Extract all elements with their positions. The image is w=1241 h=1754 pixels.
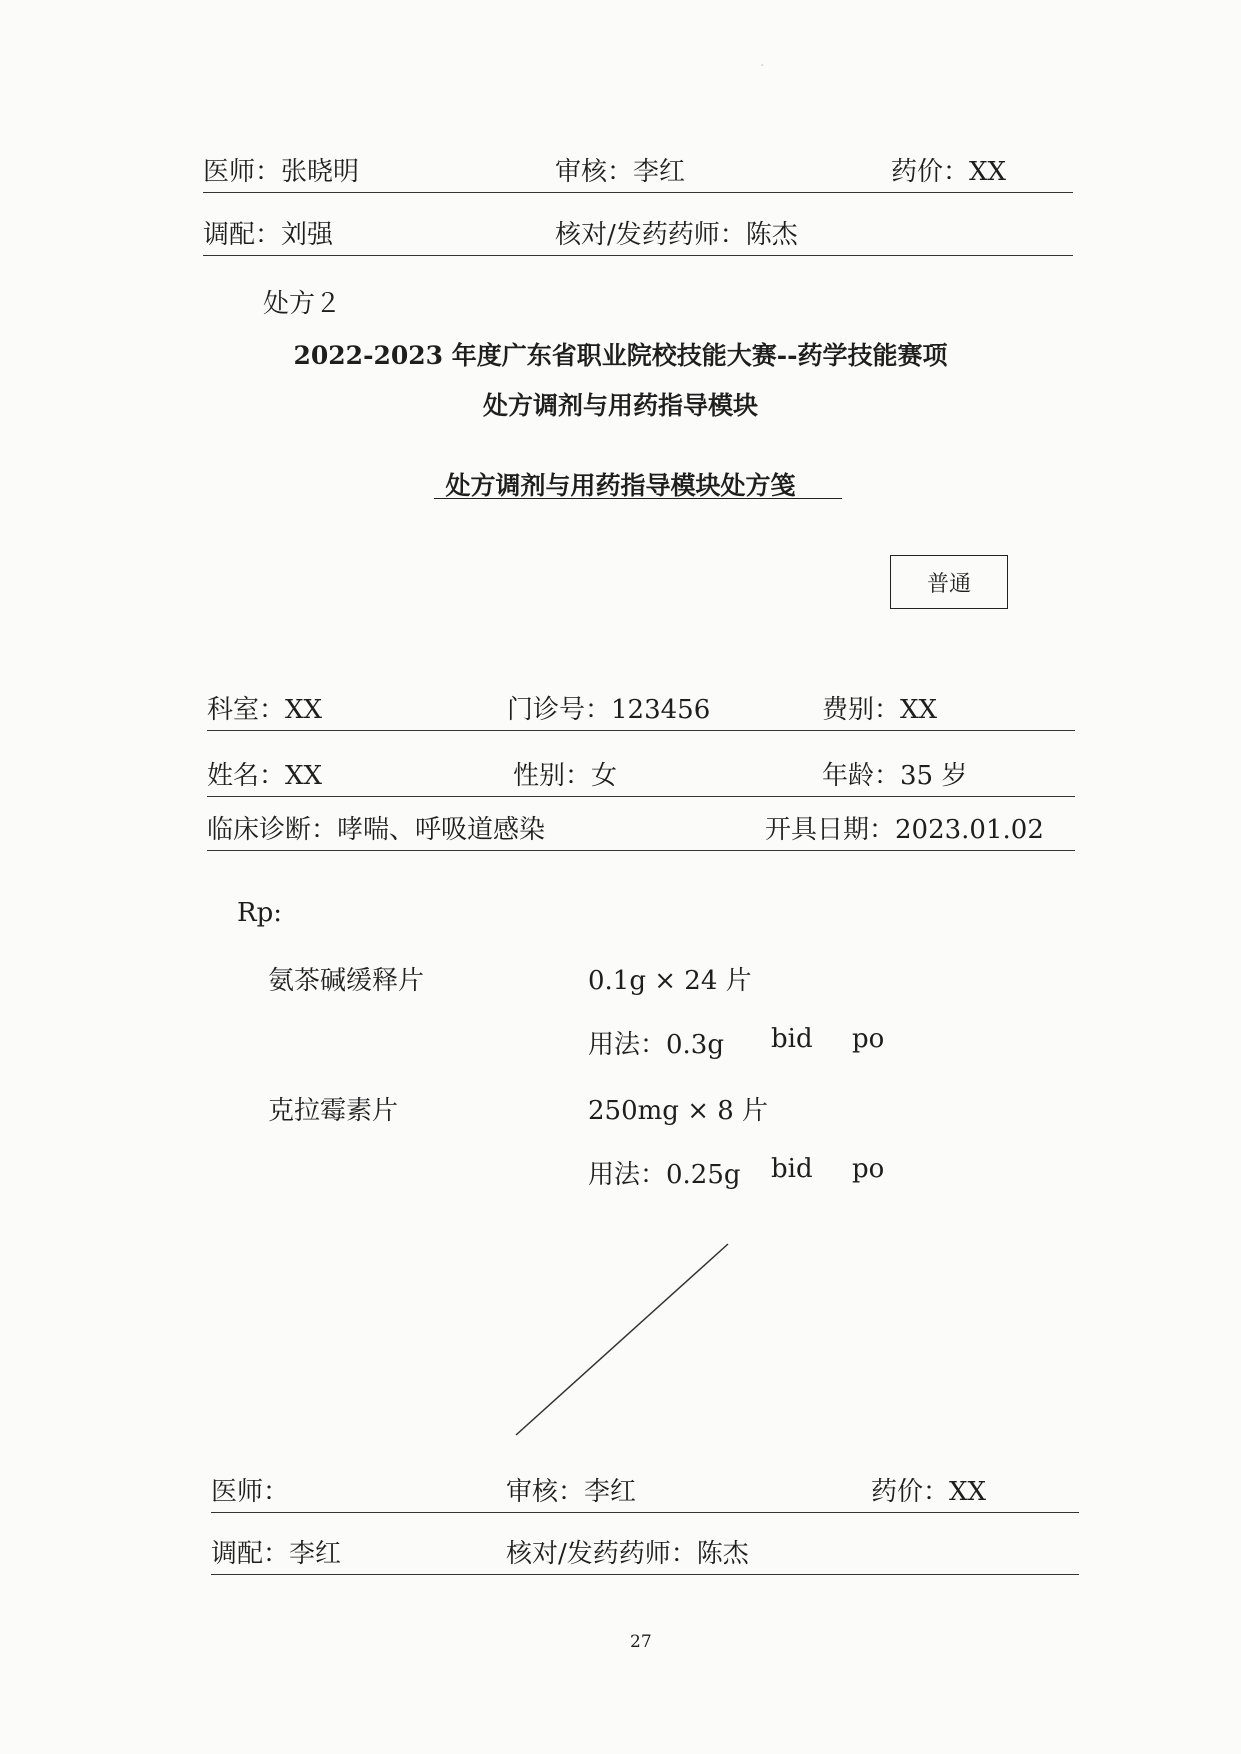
- drug-name: 氨茶碱缓释片: [268, 966, 425, 996]
- competition-title: 2022-2023 年度广东省职业院校技能大赛--药学技能赛项: [293, 341, 948, 370]
- prescription-label: 处方２: [263, 289, 342, 319]
- top-dispense: 调配：刘强: [203, 220, 334, 250]
- drug-usage: 用法：0.25g: [588, 1160, 741, 1190]
- top-review: 审核：李红: [555, 157, 686, 187]
- clinic-number: 门诊号：123456: [507, 695, 711, 725]
- module-title: 处方调剂与用药指导模块: [482, 391, 758, 420]
- top-price: 药价：XX: [891, 157, 1007, 187]
- drug-spec: 250mg × 8 片: [588, 1096, 769, 1126]
- bottom-price: 药价：XX: [871, 1477, 987, 1507]
- drug-frequency: bid: [771, 1024, 813, 1054]
- patient-age: 年龄：35 岁: [822, 761, 968, 791]
- bottom-dispense: 调配：李红: [211, 1539, 342, 1569]
- drug-name: 克拉霉素片: [268, 1096, 399, 1126]
- drug-route: po: [852, 1024, 885, 1054]
- drug-route: po: [852, 1154, 885, 1184]
- issue-date: 开具日期：2023.01.02: [765, 815, 1044, 845]
- bottom-signature-row-1: [211, 1472, 1079, 1513]
- top-check: 核对/发药药师：陈杰: [555, 220, 798, 250]
- fee-type: 费别：XX: [822, 695, 938, 725]
- drug-frequency: bid: [771, 1154, 813, 1184]
- bottom-signature-row-2: [211, 1534, 1079, 1575]
- patient-sex: 性别：女: [513, 761, 618, 791]
- rp-label: Rp:: [237, 898, 282, 928]
- prescription-form-title: 处方调剂与用药指导模块处方笺: [445, 471, 796, 500]
- top-doctor: 医师：张晓明: [203, 157, 360, 187]
- department: 科室：XX: [207, 695, 323, 725]
- clinical-diagnosis: 临床诊断：哮喘、呼吸道感染: [207, 815, 546, 845]
- patient-name: 姓名：XX: [207, 761, 323, 791]
- scan-artifact: ·: [760, 58, 765, 74]
- bottom-check: 核对/发药药师：陈杰: [506, 1539, 749, 1569]
- prescription-type-badge: 普通: [890, 555, 1008, 609]
- page-number: 27: [630, 1632, 652, 1652]
- bottom-doctor: 医师：: [211, 1477, 290, 1507]
- drug-spec: 0.1g × 24 片: [588, 966, 752, 996]
- drug-usage: 用法：0.3g: [588, 1030, 724, 1060]
- bottom-review: 审核：李红: [506, 1477, 637, 1507]
